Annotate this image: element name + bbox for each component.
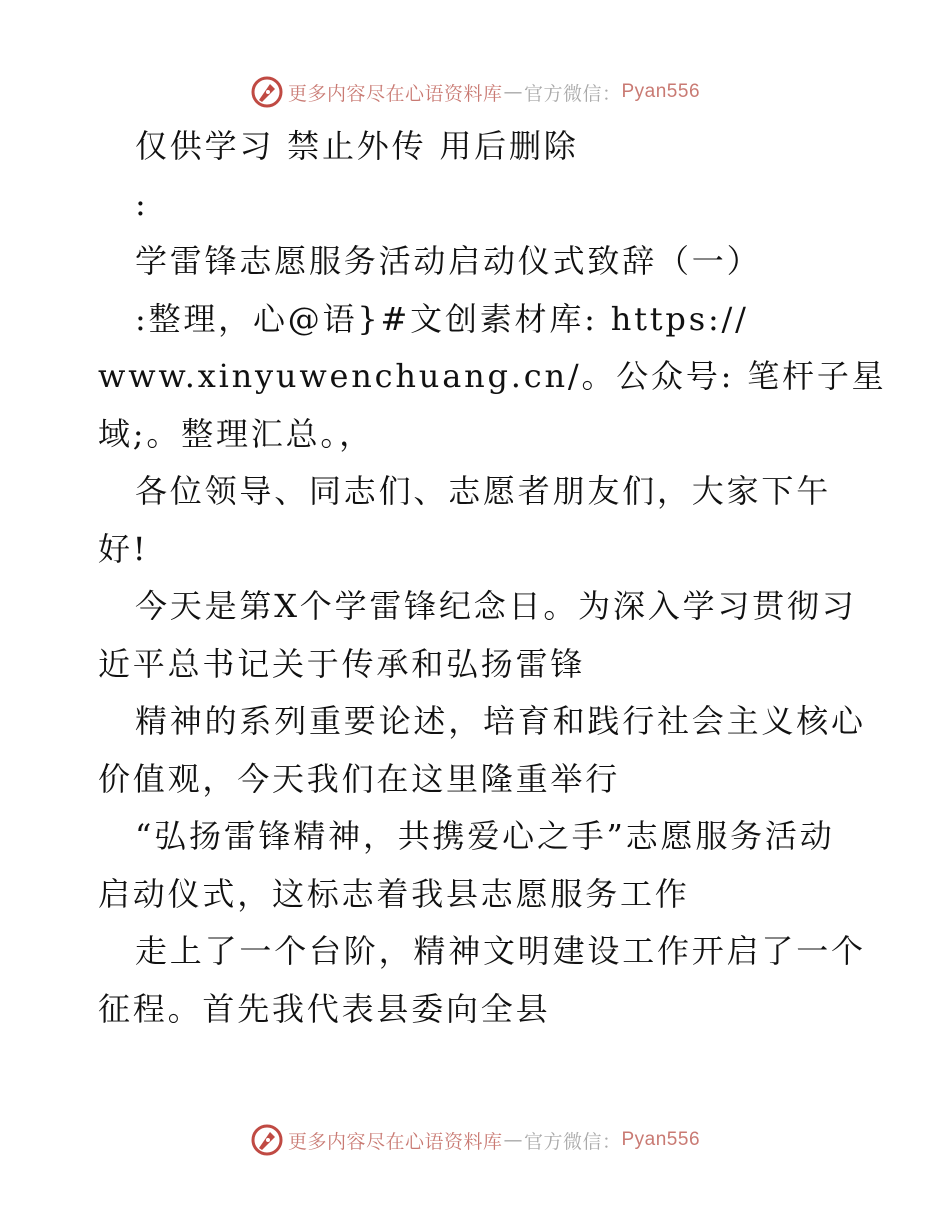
- watermark-brand-text: 更多内容尽在心语资料库: [287, 82, 503, 105]
- document-title: 学雷锋志愿服务活动启动仪式致辞（一）: [135, 242, 762, 280]
- watermark-wechat-id: Pyan556: [621, 81, 701, 102]
- pen-nib-logo-icon: [250, 75, 284, 109]
- watermark-separator: —: [503, 1129, 523, 1151]
- greeting-line: 各位领导、同志们、志愿者朋友们，大家下午: [135, 472, 832, 510]
- pen-nib-logo-icon: [250, 1123, 284, 1157]
- paragraph-line: “弘扬雷锋精神，共携爱心之手”志愿服务活动: [135, 817, 835, 855]
- body-line: www.xinyuwenchuang.cn/。公众号: 笔杆子星: [98, 357, 887, 395]
- body-line: :: [135, 184, 149, 223]
- paragraph-line: 精神的系列重要论述，培育和践行社会主义核心: [135, 702, 866, 740]
- paragraph-line: 近平总书记关于传承和弘扬雷锋: [98, 644, 586, 683]
- header-watermark: [0, 72, 950, 112]
- paragraph-line: 走上了一个台阶，精神文明建设工作开启了一个: [135, 932, 866, 970]
- greeting-line: 好!: [98, 529, 149, 568]
- paragraph-line: 今天是第X个学雷锋纪念日。为深入学习贯彻习: [135, 587, 857, 625]
- paragraph-line: 征程。首先我代表县委向全县: [98, 989, 551, 1028]
- document-body: [98, 118, 887, 1038]
- paragraph-line: 价值观，今天我们在这里隆重举行: [98, 759, 621, 798]
- watermark-separator: —: [503, 81, 523, 103]
- body-line: 域;。整理汇总。，: [98, 414, 374, 453]
- body-line: :整理，心@语}#文创素材库: https://: [135, 299, 749, 338]
- watermark-wechat-label: 官方微信：: [523, 1130, 622, 1153]
- watermark-brand-text: 更多内容尽在心语资料库: [287, 1130, 503, 1153]
- watermark-wechat-label: 官方微信：: [523, 82, 622, 105]
- paragraph-line: 启动仪式，这标志着我县志愿服务工作: [98, 874, 690, 913]
- notice-line: 仅供学习 禁止外传 用后删除: [135, 127, 579, 165]
- watermark-wechat-id: Pyan556: [621, 1129, 701, 1150]
- footer-watermark: [0, 1120, 950, 1160]
